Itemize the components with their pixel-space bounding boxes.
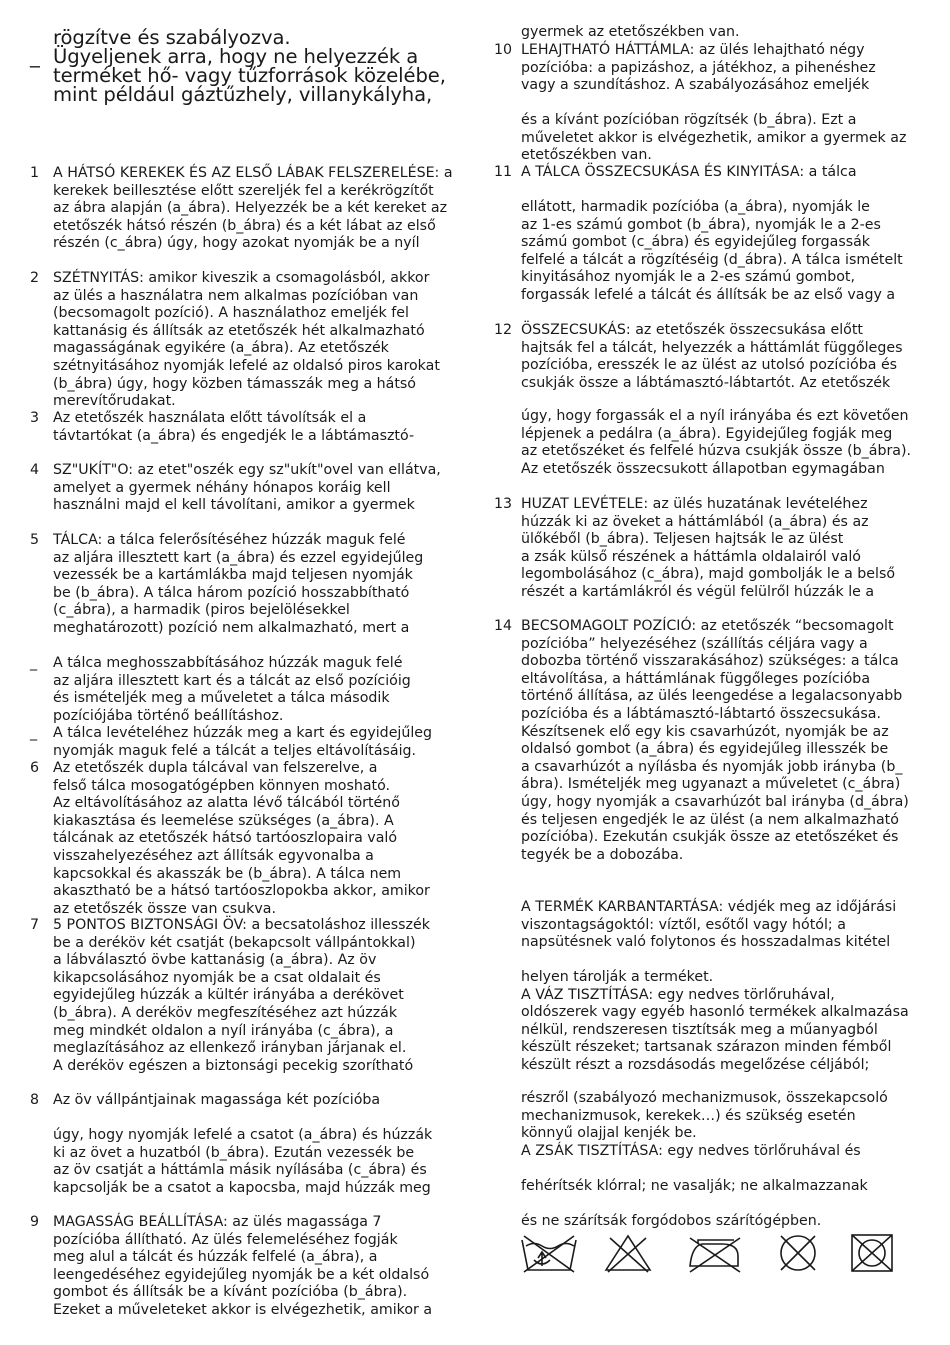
text-block	[494, 899, 934, 952]
care-symbols	[520, 1232, 920, 1274]
text-block	[30, 655, 460, 725]
text-line: MAGASSÁG BEÁLLÍTÁSA: az ülés magassága 7	[53, 1214, 382, 1230]
text-line: oldalsó gombot (a_ábra) és egyidejűleg illesszék be	[521, 741, 889, 758]
text-line: Az etetőszék dupla tálcával van felszerelve, a	[53, 760, 378, 776]
text-line: gombot és állítsák be a kívánt pozícióba (b_ábra).	[53, 1284, 408, 1301]
text-block	[30, 917, 460, 1075]
item-number: 3	[30, 410, 40, 426]
item-number: 7	[30, 917, 40, 933]
text-line: a csavarhúzót a nyílásba és nyomják jobb irányba (b_	[521, 758, 903, 775]
text-block	[30, 410, 460, 445]
text-line: be (b_ábra). A tálca három pozíció hosszabbítható	[53, 584, 410, 601]
text-line: pozícióba és a lábtámasztó-lábtartó összecsukása.	[521, 705, 881, 722]
text-line: viszontagságoktól: víztől, esőtől vagy hótól; a	[521, 916, 846, 933]
text-line: meghatározott) pozíció nem alkalmazható, mert a	[53, 619, 410, 636]
text-line: szétnyitásához nyomják lefelé az oldalsó piros karokat	[53, 357, 440, 374]
text-line: pozícióba állítható. Az ülés felemeléséhez fogják	[53, 1231, 398, 1248]
text-line: ki az övet a huzatból (b_ábra). Ezután vezessék be	[53, 1144, 415, 1161]
text-line: az 1-es számú gombot (b_ábra), nyomják le a 2-es	[521, 216, 881, 233]
text-line: pozícióba: a papizáshoz, a játékhoz, a pihenéshez	[521, 59, 876, 76]
text-line: készült részeket; tartsanak szárazon minden fémből	[521, 1039, 892, 1056]
text-line: részén (c_ábra) úgy, hogy azokat nyomják be a nyíl	[53, 235, 420, 252]
item-number: 4	[30, 462, 40, 478]
text-line: történő állítása, az ülés leengedése a legalacsonyabb	[521, 688, 903, 705]
text-line: meglazításához az ellenkező irányban járjanak el.	[53, 1040, 407, 1057]
text-block	[30, 760, 460, 918]
text-line: kiakasztása és leemelése szükséges (a_ábra). A	[53, 812, 394, 829]
text-line: az ülés a használatra nem alkalmas pozícióban van	[53, 287, 419, 304]
text-line: az etetőszéket és felfelé húzva csukják össze (b_ábra).	[521, 443, 912, 460]
text-line: ábra). Ismételjék meg ugyanazt a műveletet (c_ábra)	[521, 776, 901, 793]
text-line: az aljára illesztett kart és a tálcát az első pozícióig	[53, 672, 411, 689]
item-number: 14	[494, 618, 513, 634]
text-line: merevítőrudakat.	[53, 393, 176, 410]
text-line: tálcának az etetőszék hátsó tartóoszlopaira való	[53, 830, 398, 847]
text-block	[30, 165, 460, 253]
text-block	[494, 1213, 934, 1231]
item-number: 2	[30, 270, 40, 286]
text-line: felső tálca mosogatógépben könnyen mosható.	[53, 777, 391, 794]
text-line: oldószerek vagy egyéb hasonló termékek alkalmazása	[521, 1004, 909, 1021]
text-line: meg mindkét oldalon a nyíl irányába (c_ábra), a	[53, 1022, 394, 1039]
text-line: készült részt a rozsdásodás megelőzése céljából;	[521, 1056, 870, 1073]
text-line: ülőkéből (b_ábra). Teljesen hajtsák le az ülést	[521, 531, 844, 548]
no-iron-icon	[690, 1238, 740, 1272]
text-line: napsütésnek való folytonos és hosszadalmas kitétel	[521, 934, 891, 951]
text-block	[30, 462, 460, 515]
item-number: _	[30, 45, 40, 68]
text-line: HUZAT LEVÉTELE: az ülés huzatának levételéhez	[521, 496, 868, 512]
text-line: lépjenek a pedálra (a_ábra). Egyidejűleg fogják meg	[521, 425, 893, 442]
text-line: részről (szabályozó mechanizmusok, összekapcsoló	[521, 1090, 888, 1106]
text-line: a lábválasztó övbe kattanásig (a_ábra). Az öv	[53, 952, 377, 969]
text-line: nélkül, rendszeresen tisztítsák meg a műanyagból	[521, 1021, 878, 1038]
text-block	[494, 199, 934, 305]
text-line: Az etetőszék használata előtt távolítsák el a	[53, 410, 367, 426]
text-line: eltávolítása, a háttámlának függőleges pozícióba	[521, 670, 871, 687]
text-line: 5 PONTOS BIZTONSÁGI ÖV: a becsatoláshoz illesszék	[53, 917, 430, 933]
text-line: ellátott, harmadik pozícióba (a_ábra), nyomják le	[521, 199, 870, 215]
text-line: az öv csatját a háttámla másik nyílásába (c_ábra) és	[53, 1162, 427, 1179]
text-line: mechanizmusok, kerekek…) és szükség esetén	[521, 1107, 856, 1124]
text-line: kapcsolják be a csatot a kapocsba, majd húzzák meg	[53, 1179, 431, 1196]
hand-wash-icon	[522, 1236, 576, 1272]
text-line: terméket hő- vagy tűzforrások közelébe,	[53, 64, 446, 88]
text-line: (becsomagolt pozíció). A használathoz emeljék fel	[53, 305, 409, 322]
text-line: be a deréköv két csatját (bekapcsolt vállpántokkal)	[53, 934, 416, 951]
text-line: kattanásig és állítsák az etetőszék hét alkalmazható	[53, 322, 425, 339]
text-line: vezessék be a kartámlákba majd teljesen nyomják	[53, 567, 413, 584]
text-line: LEHAJTHATÓ HÁTTÁMLA: az ülés lehajtható négy	[521, 42, 865, 58]
text-line: Az öv vállpántjainak magassága két pozícióba	[53, 1092, 381, 1108]
text-block	[494, 1178, 934, 1196]
text-block	[494, 112, 934, 165]
text-line: könnyű olajjal kenjék be.	[521, 1125, 697, 1142]
text-block	[494, 42, 934, 95]
text-line: pozíciójába történő beállításhoz.	[53, 707, 284, 724]
text-block	[494, 164, 934, 182]
text-line: felfelé a tálcát a rögzítéséig (d_ábra). A tálca ismételt	[521, 251, 903, 268]
text-line: kapcsokkal és akasszák be (b_ábra). A tálca nem	[53, 865, 402, 882]
text-line: számú gombot (c_ábra) és egyidejűleg forgassák	[521, 234, 871, 251]
text-line: távtartókat (a_ábra) és engedjék le a lábtámasztó-	[53, 427, 415, 444]
text-block	[494, 618, 934, 864]
item-number: 1	[30, 165, 40, 181]
text-block	[30, 1214, 460, 1320]
text-line: etetőszékben van.	[521, 147, 652, 164]
text-line: A TÁLCA ÖSSZECSUKÁSA ÉS KINYITÁSA: a tálca	[521, 164, 857, 180]
text-line: az etetőszék össze van csukva.	[53, 900, 276, 917]
text-line: (c_ábra), a harmadik (piros bejelölésekkel	[53, 602, 350, 619]
text-line: részét a kartámlákról és végül felülről húzzák le a	[521, 583, 875, 600]
text-line: pozícióba). Ezekután csukják össze az etetőszéket és	[521, 829, 899, 846]
text-line: és ne szárítsák forgódobos szárítógépben.	[521, 1213, 822, 1229]
text-line: úgy, hogy forgassák el a nyíl irányába és ezt követően	[521, 408, 909, 424]
text-line: egyidejűleg húzzák a kültér irányába a derékövet	[53, 987, 404, 1004]
text-line: Ügyeljenek arra, hogy ne helyezzék a	[53, 45, 419, 68]
text-line: gyermek az etetőszékben van.	[521, 24, 740, 40]
item-number: 12	[494, 322, 513, 338]
text-line: kinyitásához nyomják le a 2-es számú gombot,	[521, 269, 855, 286]
text-line: rögzítve és szabályozva.	[53, 26, 291, 49]
text-line: BECSOMAGOLT POZÍCIÓ: az etetőszék “becsomagolt	[521, 618, 894, 634]
text-line: használni majd el kell távolítani, amikor a gyermek	[53, 497, 415, 514]
item-number: _	[30, 655, 38, 671]
text-line: tegyék be a dobozába.	[521, 846, 684, 863]
text-block	[30, 725, 460, 760]
text-line: A VÁZ TISZTÍTÁSA: egy nedves törlőruhával,	[521, 986, 835, 1003]
text-block	[30, 47, 460, 105]
text-line: dobozba történő visszarakásához) szükséges: a tálca	[521, 653, 899, 670]
text-line: legombolásához (c_ábra), majd gombolják le a belső	[521, 566, 896, 583]
text-line: A tálca levételéhez húzzák meg a kart és egyidejűleg	[53, 725, 433, 741]
text-line: műveletet akkor is elvégezhetik, amikor a gyermek az	[521, 129, 907, 146]
text-line: és a kívánt pozícióban rögzítsék (b_ábra). Ezt a	[521, 112, 857, 128]
text-line: forgassák lefelé a tálcát és állítsák be az első vagy a	[521, 286, 896, 303]
text-line: akasztható be a hátsó tartóoszlopokba akkor, amikor	[53, 883, 430, 900]
text-line: hajtsák fel a tálcát, helyezzék a háttámlát függőleges	[521, 339, 903, 356]
item-number: 5	[30, 532, 40, 548]
no-dry-clean-icon	[781, 1236, 815, 1270]
text-line: Az eltávolításához az alatta lévő tálcából történő	[53, 795, 400, 812]
item-number: 9	[30, 1214, 40, 1230]
item-number: 10	[494, 42, 513, 58]
text-line: (b_ábra) úgy, hogy közben támasszák meg a hátsó	[53, 375, 416, 392]
text-line: pozícióba” helyezéséhez (szállítás céljára vagy a	[521, 635, 868, 652]
text-line: és teljesen engedjék le az ülést (a nem alkalmazható	[521, 811, 899, 828]
text-line: az aljára illesztett kart (a_ábra) és ezzel egyidejűleg	[53, 549, 424, 566]
text-line: kikapcsolásához nyomják be a csat oldalait és	[53, 969, 381, 986]
text-block	[494, 969, 934, 1075]
item-number: _	[30, 725, 38, 741]
text-line: és ismételjék meg a műveletet a tálca második	[53, 690, 390, 707]
text-line: visszahelyezéséhez azt állítsák egyvonalba a	[53, 847, 374, 864]
text-line: fehérítsék klórral; ne vasalják; ne alkalmazzanak	[521, 1178, 868, 1194]
text-line: SZ"UKÍT"O: az etet"oszék egy sz"ukít"ovel van ellátva,	[53, 462, 441, 478]
text-line: Az etetőszék összecsukott állapotban egymagában	[521, 460, 885, 477]
item-number: 11	[494, 164, 513, 180]
text-line: csukják össze a lábtámasztó-lábtartót. Az etetőszék	[521, 374, 891, 391]
no-bleach-icon	[606, 1236, 650, 1272]
text-block	[494, 496, 934, 602]
text-line: úgy, hogy nyomják lefelé a csatot (a_ábra) és húzzák	[53, 1127, 433, 1143]
text-block	[30, 270, 460, 411]
text-block	[494, 408, 934, 478]
text-line: Készítsenek elő egy kis csavarhúzót, nyomják be az	[521, 723, 889, 740]
text-block	[494, 24, 934, 42]
text-line: vagy a szundításhoz. A szabályozásához emeljék	[521, 77, 870, 94]
text-line: etetőszék hátsó részén (b_ábra) és a két lábat az első	[53, 217, 436, 234]
text-line: a zsák külső részének a háttámla oldalairól való	[521, 548, 861, 565]
text-line: nyomják maguk felé a tálcát a teljes eltávolításáig.	[53, 742, 417, 759]
text-line: meg alul a tálcát és húzzák felfelé (a_ábra), a	[53, 1249, 378, 1266]
text-line: A TERMÉK KARBANTARTÁSA: védjék meg az időjárási	[521, 899, 897, 915]
text-block	[30, 532, 460, 638]
text-line: mint például gáztűzhely, villanykályha,	[53, 83, 433, 107]
text-line: SZÉTNYITÁS: amikor kiveszik a csomagolásból, akkor	[53, 270, 430, 286]
text-line: A deréköv egészen a biztonsági pecekig szorítható	[53, 1057, 414, 1074]
text-line: A HÁTSÓ KEREKEK ÉS AZ ELSŐ LÁBAK FELSZERELÉSE: a	[53, 165, 453, 181]
text-line: (b_ábra). A deréköv megfeszítéséhez azt húzzák	[53, 1004, 398, 1021]
text-block	[30, 1127, 460, 1197]
text-line: ÖSSZECSUKÁS: az etetőszék összecsukása előtt	[521, 322, 863, 338]
text-line: húzzák ki az öveket a háttámlából (a_ábra) és az	[521, 513, 869, 530]
text-line: helyen tárolják a terméket.	[521, 969, 714, 985]
text-line: pozícióba, eresszék le az ülést az utolsó pozícióba és	[521, 357, 898, 374]
text-line: A ZSÁK TISZTÍTÁSA: egy nedves törlőruhával és	[521, 1142, 861, 1159]
text-line: TÁLCA: a tálca felerősítéséhez húzzák maguk felé	[53, 532, 406, 548]
text-line: leengedéséhez egyidejűleg nyomják be a két oldalsó	[53, 1266, 430, 1283]
no-tumble-dry-icon	[852, 1235, 892, 1271]
item-number: 13	[494, 496, 513, 512]
text-line: amelyet a gyermek néhány hónapos koráig kell	[53, 479, 391, 496]
text-line: úgy, hogy nyomják a csavarhúzót bal irányba (d_ábra)	[521, 793, 909, 810]
item-number: 8	[30, 1092, 40, 1108]
text-line: az ábra alapján (a_ábra). Helyezzék be a két kereket az	[53, 200, 448, 217]
text-line: Ezeket a műveleteket akkor is elvégezhetik, amikor a	[53, 1301, 433, 1318]
text-block	[494, 1090, 934, 1160]
text-block	[494, 322, 934, 392]
item-number: 6	[30, 760, 40, 776]
text-line: A tálca meghosszabbításához húzzák maguk felé	[53, 655, 403, 671]
text-line: kerekek beillesztése előtt szereljék fel a kerékrögzítőt	[53, 182, 434, 199]
text-line: magasságának egyikére (a_ábra). Az etetőszék	[53, 340, 389, 357]
text-block	[30, 1092, 460, 1110]
